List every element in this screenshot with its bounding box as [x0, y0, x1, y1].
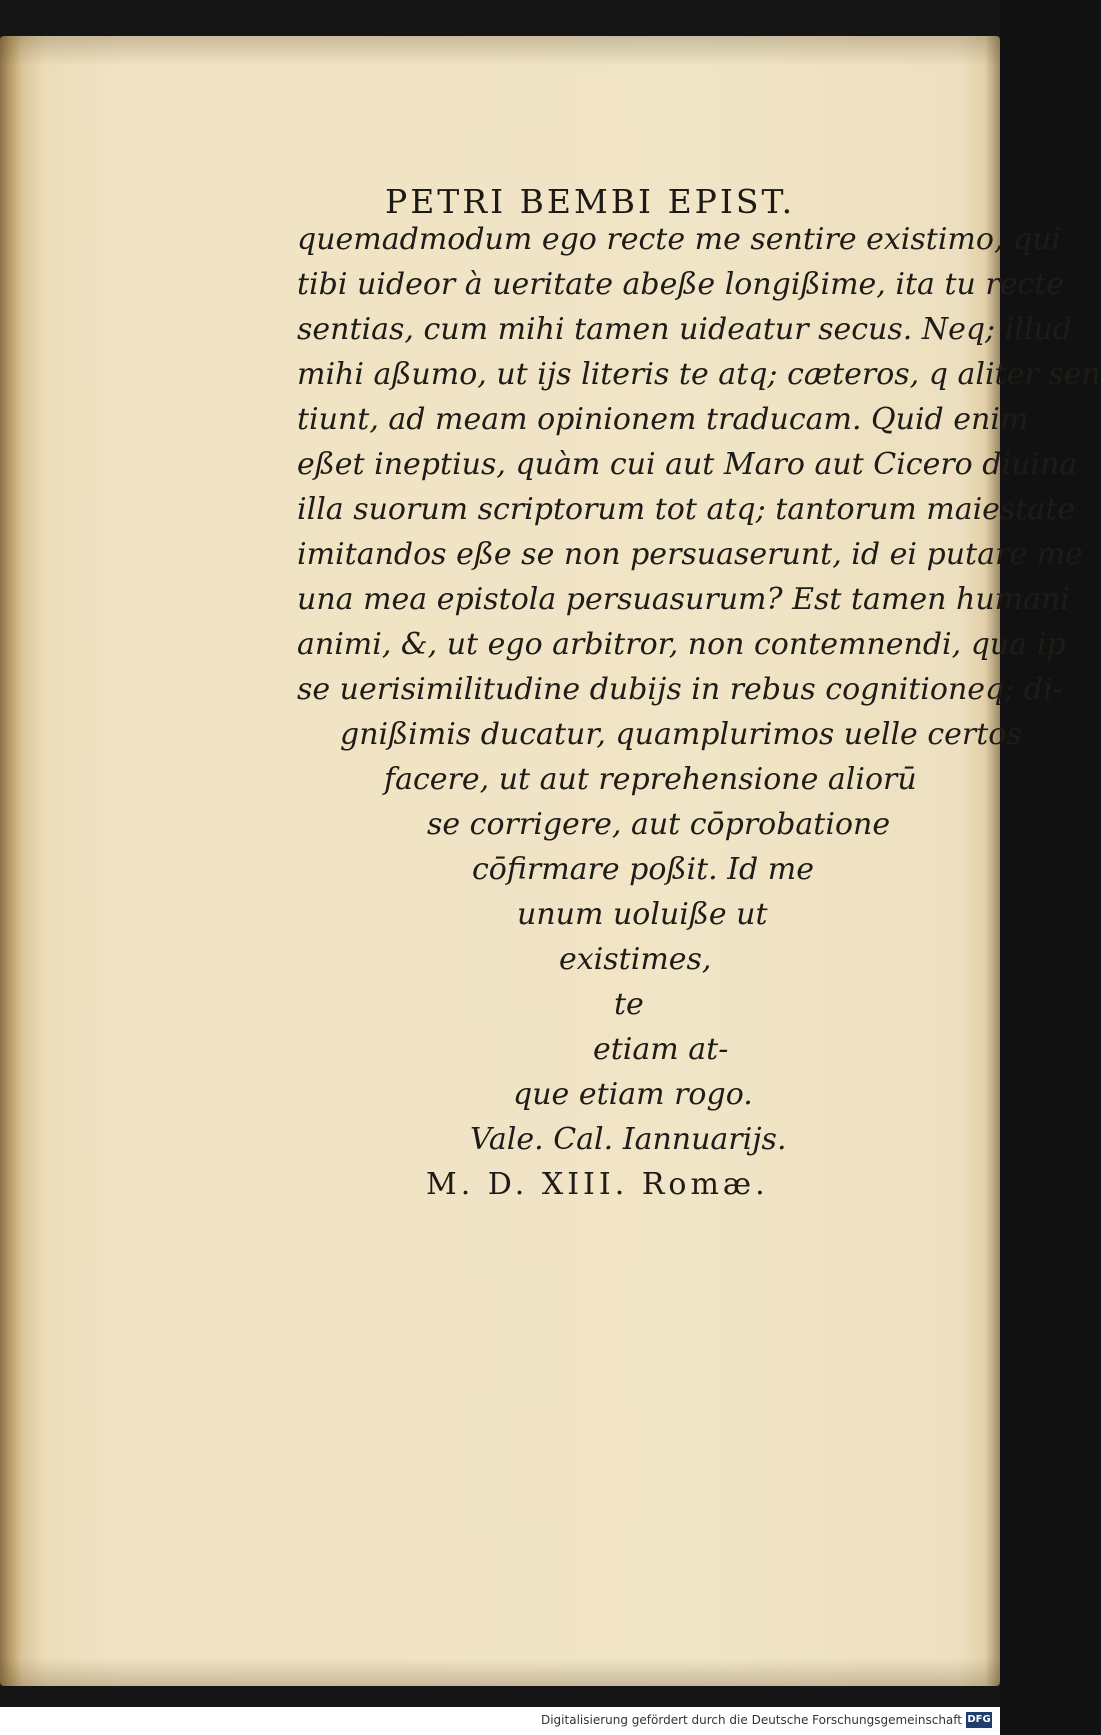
- body-line-6: eßet ineptius, quàm cui aut Maro aut Cicero diuina: [297, 447, 1078, 482]
- body-line-9: una mea epistola persuasurum? Est tamen humani: [297, 582, 1070, 617]
- body-line-19: etiam at-: [593, 1032, 729, 1067]
- dfg-logo: DFG: [966, 1712, 992, 1728]
- body-line-11: se uerisimilitudine dubijs in rebus cognitioneq; di-: [297, 672, 1063, 707]
- body-line-1: quemadmodum ego recte me sentire existimo, qui: [297, 222, 1062, 257]
- body-line-3: sentias, cum mihi tamen uideatur secus. Neq; illud: [297, 312, 1072, 347]
- body-line-15: cōfirmare poßit. Id me: [472, 852, 814, 887]
- body-line-20: que etiam rogo.: [513, 1077, 753, 1112]
- body-line-12: gnißimis ducatur, quamplurimos uelle certos: [340, 717, 1022, 752]
- body-line-17: existimes,: [559, 942, 712, 977]
- body-line-22: M. D. XIII. Romæ.: [426, 1167, 769, 1202]
- body-line-10: animi, &, ut ego arbitror, non contemnendi, qua ip: [297, 627, 1066, 662]
- body-line-14: se corrigere, aut cōprobatione: [427, 807, 891, 842]
- body-line-7: illa suorum scriptorum tot atq; tantorum maiestate: [297, 492, 1076, 527]
- digitization-footer: [0, 1707, 1000, 1735]
- body-line-21: Vale. Cal. Iannuarijs.: [470, 1122, 787, 1157]
- book-page: [0, 36, 1101, 1686]
- body-line-16: unum uoluiße ut: [517, 897, 768, 932]
- body-line-4: mihi aßumo, ut ijs literis te atq; cæteros, q aliter sen: [297, 357, 1101, 392]
- footer-credit: Digitalisierung gefördert durch die Deutsche Forschungsgemeinschaft: [540, 1713, 962, 1727]
- running-header: PETRI BEMBI EPIST.: [385, 182, 796, 221]
- body-line-8: imitandos eße se non persuaserunt, id ei putare me: [297, 537, 1083, 572]
- body-line-5: tiunt, ad meam opinionem traducam. Quid enim: [297, 402, 1029, 437]
- body-line-13: facere, ut aut reprehensione aliorū: [384, 762, 917, 797]
- body-line-2: tibi uideor à ueritate abeße longißime, ita tu recte: [297, 267, 1065, 302]
- body-line-18: te: [614, 987, 644, 1022]
